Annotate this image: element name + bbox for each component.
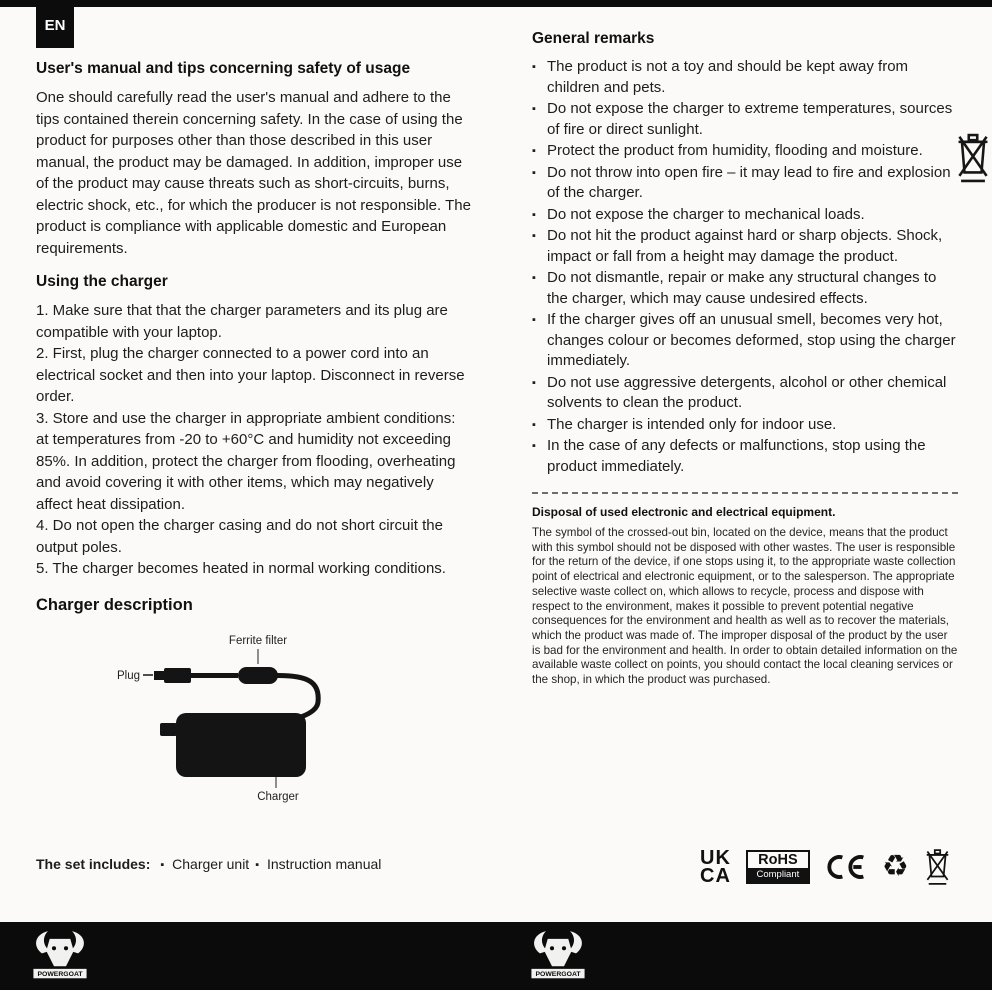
set-includes-line <box>36 856 496 872</box>
remark-item: ▪ Do not throw into open fire – it may lead to fire and explosion of the charger. <box>532 163 958 204</box>
powergoat-logo <box>528 927 588 985</box>
ferrite-filter-icon <box>238 667 278 684</box>
left-column <box>36 60 472 812</box>
step-item: 3. Store and use the charger in appropriate ambient conditions: at temperatures from -20 to +60°C and humidity not exceeding 85%. In addition, protect the charger from flooding, overheating and avoid covering it with other items, which may negatively affect heat dissipation. <box>36 409 456 513</box>
heading-charger-description: Charger description <box>36 595 193 614</box>
powergoat-logo-text: POWERGOAT <box>535 971 581 979</box>
ukca-bottom: CA <box>700 865 731 887</box>
powergoat-logo-text: POWERGOAT <box>37 971 83 979</box>
plug-label: Plug <box>116 669 140 682</box>
charger-body-icon <box>176 713 306 777</box>
remark-item: ▪ Do not dismantle, repair or make any structural changes to the charger, which may cause undesired effects. <box>532 268 958 309</box>
charger-label: Charger <box>257 790 299 803</box>
remark-item: ▪ Do not use aggressive detergents, alcohol or other chemical solvents to clean the product. <box>532 373 958 414</box>
bullet-icon: ▪ <box>160 859 165 871</box>
heading-using-charger: Using the charger <box>36 273 168 290</box>
bullet-icon: ▪ <box>255 859 260 871</box>
rohs-name: RoHS <box>758 852 798 868</box>
remark-item: ▪ The charger is intended only for indoor use. <box>532 415 958 436</box>
charger-diagram-drawing <box>110 629 450 807</box>
heading-general-remarks: General remarks <box>532 30 655 47</box>
top-black-bar <box>0 0 992 7</box>
remark-item: ▪ Do not expose the charger to mechanical loads. <box>532 205 958 226</box>
dashed-divider <box>532 492 958 494</box>
footer-bar <box>0 922 992 990</box>
disposal-text: The symbol of the crossed-out bin, located on the device, means that the product with this symbol should not be disposed with other wastes. The user is responsible for the return of the device, if one stops using it, to the appropriate waste collection point of electrical and electronic equipment, or to the salesperson. The appropriate selective waste collect on, which allows to recycle, process and dispose with respect to the environment, makes it possible to prevent potential negative consequences for the environment and health as well as to recover the materials, which the product was made of. The improper disposal of the product by the user is bad for the environment and health. In order to obtain detailed information on the available waste collect on points, you should contact the local cleaning services or the shop, in which the product was purchased. <box>532 526 958 687</box>
remark-item: ▪ In the case of any defects or malfunctions, stop using the product immediately. <box>532 436 958 477</box>
right-column <box>532 30 958 688</box>
intro-paragraph: One should carefully read the user's manual and adhere to the tips contained therein concerning safety. In the case of using the product for purposes other than those described in this user manual, the product may be damaged. In addition, improper use of the product may cause threats such as short-circuits, burns, electric shock, etc., for which the producer is not responsible. The product is compliance with applicable domestic and European requirements. <box>36 89 471 257</box>
set-item-instruction-manual: Instruction manual <box>267 856 382 872</box>
step-item: 1. Make sure that that the charger parameters and its plug are compatible with your laptop. <box>36 302 448 341</box>
remark-item: ▪ Do not hit the product against hard or sharp objects. Shock, impact or fall from a height may damage the product. <box>532 226 958 267</box>
powergoat-logo <box>30 927 90 985</box>
ce-mark-icon <box>825 852 867 882</box>
remark-item: ▪ Protect the product from humidity, flooding and moisture. <box>532 141 958 162</box>
remark-item: ▪ If the charger gives off an unusual smell, becomes very hot, changes colour or becomes deformed, stop using the charger immediately. <box>532 310 958 372</box>
ukca-mark <box>700 849 731 885</box>
rohs-mark <box>746 850 810 884</box>
set-includes-label: The set includes: <box>36 856 151 872</box>
weee-bin-icon <box>924 846 951 888</box>
remark-item: ▪ Do not expose the charger to extreme temperatures, sources of fire or direct sunlight. <box>532 99 958 140</box>
charger-diagram <box>110 629 472 812</box>
recycle-icon: ♻ <box>881 850 909 883</box>
set-item-charger-unit: Charger unit <box>172 856 250 872</box>
step-item: 4. Do not open the charger casing and do not short circuit the output poles. <box>36 517 443 556</box>
plug-icon <box>154 668 191 683</box>
rohs-compliant-band: Compliant <box>748 868 808 882</box>
edge-weee-bin-icon <box>956 130 990 191</box>
ukca-top: UK <box>700 847 731 869</box>
general-remarks-list <box>532 57 958 477</box>
language-badge: EN <box>36 3 74 48</box>
compliance-marks <box>700 846 951 888</box>
step-item: 5. The charger becomes heated in normal working conditions. <box>36 560 446 577</box>
heading-safety: User's manual and tips concerning safety of usage <box>36 60 411 77</box>
charger-steps <box>36 300 472 580</box>
disposal-heading: Disposal of used electronic and electrical equipment. <box>532 505 836 519</box>
ferrite-filter-label: Ferrite filter <box>228 634 288 647</box>
step-item: 2. First, plug the charger connected to a power cord into an electrical socket and then into your laptop. Disconnect in reverse order. <box>36 345 465 405</box>
remark-item: ▪ The product is not a toy and should be kept away from children and pets. <box>532 57 958 98</box>
